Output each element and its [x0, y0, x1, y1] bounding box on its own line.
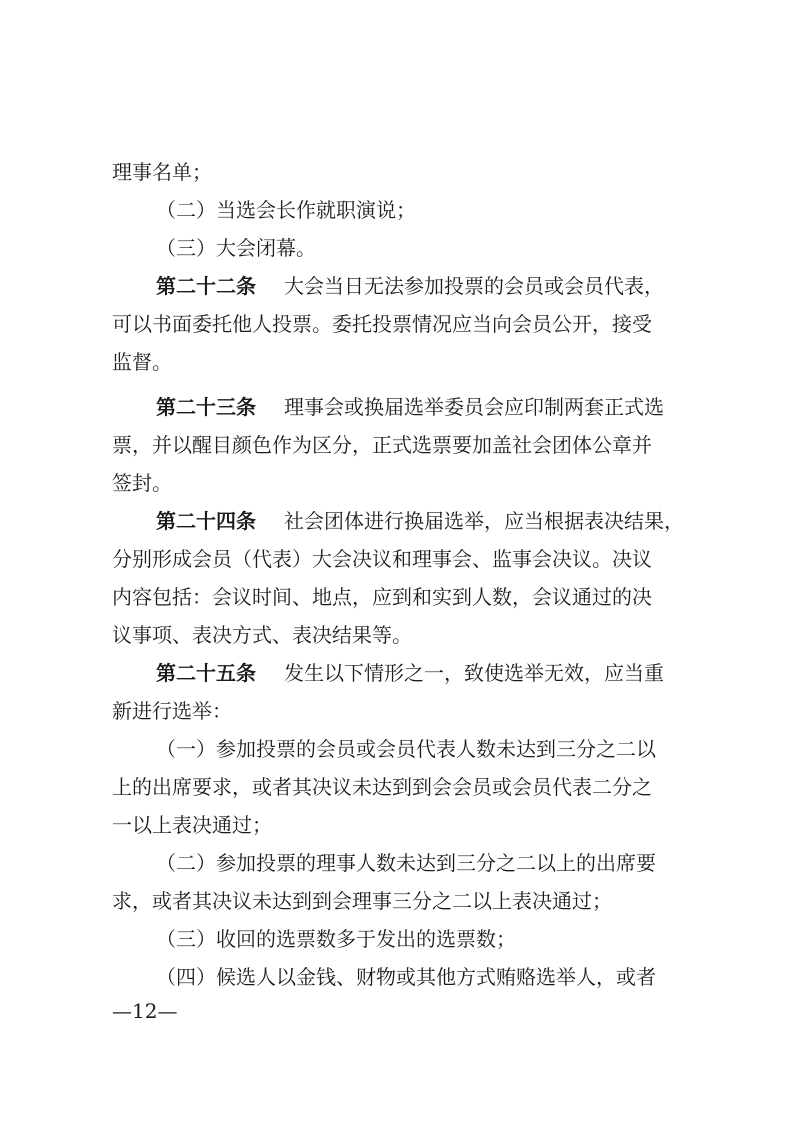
- text-line: （二）当选会长作就职演说；: [156, 198, 416, 222]
- text-line: 理事名单；: [112, 160, 212, 184]
- article-line: 第二十五条 发生以下情形之一，致使选举无效，应当重: [156, 661, 664, 685]
- article-line: 第二十三条 理事会或换届选举委员会应印制两套正式选: [156, 395, 664, 419]
- text-line: （二）参加投票的理事人数未达到三分之二以上的出席要: [156, 851, 656, 875]
- text-line: （四）候选人以金钱、财物或其他方式贿赂选举人，或者: [156, 965, 656, 989]
- text-line: 一以上表决通过；: [112, 813, 272, 837]
- text-line: 可以书面委托他人投票。委托投票情况应当向会员公开，接受: [112, 312, 652, 336]
- page-number: —12—: [112, 999, 178, 1023]
- article-line: 第二十二条 大会当日无法参加投票的会员或会员代表，: [156, 274, 664, 298]
- article-heading: 第二十五条: [156, 661, 256, 685]
- text-line: 求，或者其决议未达到到会理事三分之二以上表决通过；: [112, 889, 612, 913]
- article-heading: 第二十二条: [156, 274, 256, 298]
- text-line: （三）收回的选票数多于发出的选票数；: [156, 927, 516, 951]
- text-line: 监督。: [112, 350, 172, 374]
- text-line: 内容包括：会议时间、地点，应到和实到人数，会议通过的决: [112, 585, 652, 609]
- text-line: 票，并以醒目颜色作为区分，正式选票要加盖社会团体公章并: [112, 433, 652, 457]
- article-line: 第二十四条 社会团体进行换届选举，应当根据表决结果，: [156, 509, 684, 533]
- text-line: 分别形成会员（代表）大会决议和理事会、监事会决议。决议: [112, 547, 652, 571]
- text-line: （一）参加投票的会员或会员代表人数未达到三分之二以: [156, 737, 656, 761]
- text-line: 签封。: [112, 471, 172, 495]
- text-line: 议事项、表决方式、表决结果等。: [112, 623, 412, 647]
- article-heading: 第二十三条: [156, 395, 256, 419]
- text-line: 上的出席要求，或者其决议未达到到会会员或会员代表二分之: [112, 775, 652, 799]
- article-heading: 第二十四条: [156, 509, 256, 533]
- text-line: 新进行选举：: [112, 699, 232, 723]
- text-line: （三）大会闭幕。: [156, 236, 316, 260]
